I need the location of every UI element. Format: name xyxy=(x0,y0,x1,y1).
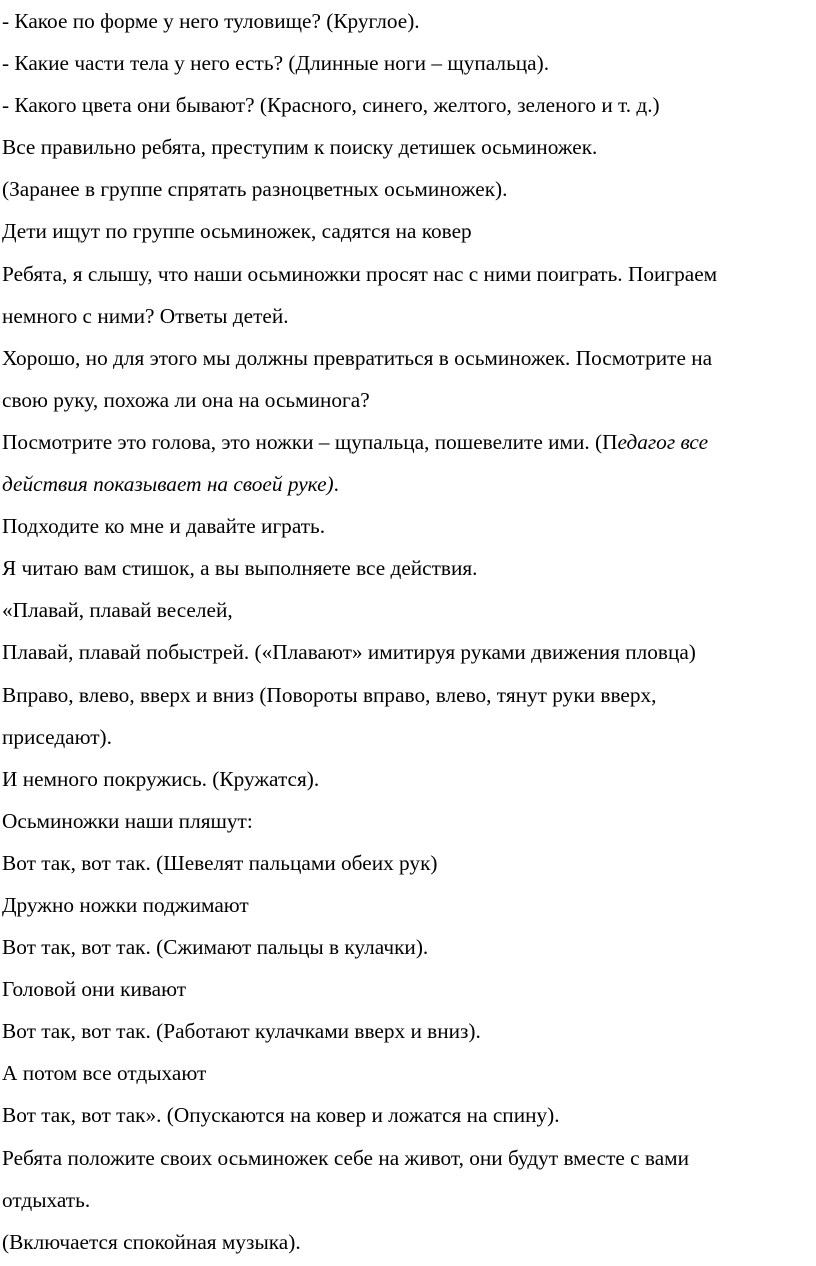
text-line: Головой они кивают xyxy=(2,977,187,1002)
text-line: Вот так, вот так. (Шевелят пальцами обеих рук) xyxy=(2,850,438,875)
text-line: И немного покружись. (Кружатся). xyxy=(2,766,320,791)
text-line: Плавай, плавай побыстрей. («Плавают» имитируя руками движения пловца) xyxy=(2,640,696,665)
text-line: Дети ищут по группе осьминожек, садятся на ковер xyxy=(2,219,472,244)
text-line: Вправо, влево, вверх и вниз (Повороты вправо, влево, тянут руки вверх, xyxy=(2,682,657,707)
italic-segment: едагог все xyxy=(617,429,709,454)
text-line: - Какие части тела у него есть? (Длинные ноги – щупальца). xyxy=(2,51,550,76)
text-line: Вот так, вот так. (Сжимают пальцы в кулачки). xyxy=(2,935,429,960)
text-line: приседают). xyxy=(2,724,112,749)
text-line: Все правильно ребята, преступим к поиску детишек осьминожек. xyxy=(2,135,598,160)
text-line: Дружно ножки поджимают xyxy=(2,892,249,917)
text-line: отдыхать. xyxy=(2,1187,91,1212)
text-line: (Включается спокойная музыка). xyxy=(2,1229,301,1254)
text-line: свою руку, похожа ли она на осьминога? xyxy=(2,387,370,412)
text-line: Ребята положите своих осьминожек себе на живот, они будут вместе с вами xyxy=(2,1145,690,1170)
text-line: - Какое по форме у него туловище? (Круглое). xyxy=(2,9,420,33)
text-line: немного с ними? Ответы детей. xyxy=(2,303,289,328)
text-line: Ребята, я слышу, что наши осьминожки просят нас с ними поиграть. Поиграем xyxy=(2,261,718,286)
text-line: (Заранее в группе спрятать разноцветных осьминожек). xyxy=(2,177,508,202)
text-line: Подходите ко мне и давайте играть. xyxy=(2,514,326,539)
text-line: Хорошо, но для этого мы должны превратиться в осьминожек. Посмотрите на xyxy=(2,345,713,370)
text-line: - Какого цвета они бывают? (Красного, синего, желтого, зеленого и т. д.) xyxy=(2,93,660,118)
text-segment: . xyxy=(333,472,339,497)
text-line: Вот так, вот так. (Работают кулачками вверх и вниз). xyxy=(2,1019,481,1044)
text-line: Вот так, вот так». (Опускаются на ковер и ложатся на спину). xyxy=(2,1103,560,1128)
text-line: Осьминожки наши пляшут: xyxy=(2,808,253,833)
text-segment: Посмотрите это голова, это ножки – щупальца, пошевелите ими. (П xyxy=(2,429,618,454)
text-line: Я читаю вам стишок, а вы выполняете все действия. xyxy=(2,556,478,581)
italic-segment: действия показывает на своей руке) xyxy=(2,472,334,497)
text-line-mixed xyxy=(2,421,814,463)
text-line-mixed xyxy=(2,463,814,505)
text-line: «Плавай, плавай веселей, xyxy=(2,598,233,623)
text-line: А потом все отдыхают xyxy=(2,1061,207,1086)
